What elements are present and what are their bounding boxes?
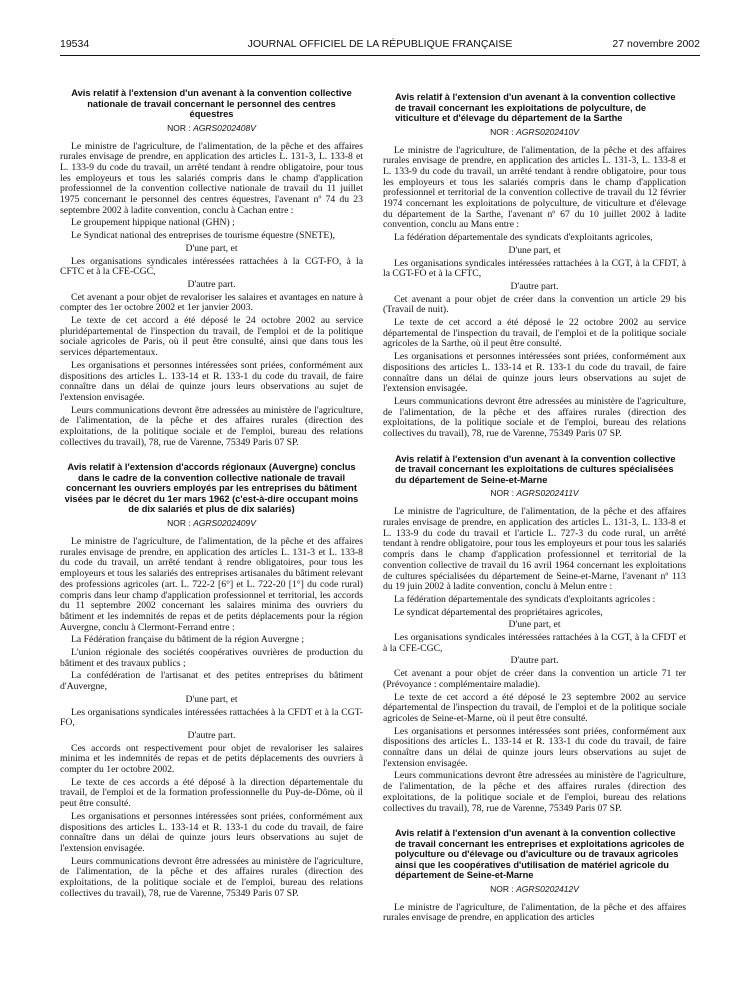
- notice-paragraph: D'une part, et: [185, 242, 238, 254]
- section-gap: [383, 816, 686, 828]
- nor-reference: [383, 488, 686, 498]
- notice-paragraph: Le texte de ces accords a été déposé à la direction départementale du travail, de l'emploi et de la formation professionnelle du Puy-de-Dôme, où il peut être consulté.: [60, 776, 363, 810]
- issue-date: 27 novembre 2002: [612, 38, 700, 50]
- notice-paragraph: Le texte de cet accord a été déposé le 22 octobre 2002 au service départemental de l'inspection du travail, de l'emploi et de la politique sociale agricoles de la Sarthe, où il peut être consulté.: [383, 317, 686, 350]
- notice-paragraph: Le ministre de l'agriculture, de l'alimentation, de la pêche et des affaires rurales envisage de prendre, en application des articles L. 131-3 et L. 133-8 du code du travail, un arrêté tendant à rendre obligatoires, pour tous les employeurs et tous les salariés des entreprises artisanales du bâtiment relevant des professions agricoles (art. L. 722-2 [6°] et L. 722-20 [1°] du code rural) compris dans leur champ d'application professionnel et territorial, les accords du 11 septembre 2002 concernant les salaires minima des ouvriers du bâtiment et les indemnités de repas et de petits déplacements pour la région Auvergne, conclu à Clermont-Ferrand entre :: [60, 535, 363, 633]
- notice-paragraph: Les organisations et personnes intéressées sont priées, conformément aux dispositions des articles L. 133-14 et R. 133-1 du code du travail, de faire connaître dans un délai de quinze jours leurs observations au sujet de l'extension envisagée.: [60, 359, 363, 403]
- notice-title: Avis relatif à l'extension d'un avenant à la convention collective de travail concernant les entreprises et exploitations agricoles de polyculture ou d'élevage ou d'aviculture ou de travaux agricoles ainsi que les coopératives d'utilisation de matériel agricole du département de Seine-et-Marne: [395, 828, 685, 881]
- notice-paragraph: L'union régionale des sociétés coopératives ouvrières de production du bâtiment et des travaux publics ;: [60, 647, 363, 669]
- nor-code: AGRS0202409V: [193, 517, 256, 528]
- notice-paragraph: Le ministre de l'agriculture, de l'alimentation, de la pêche et des affaires rurales envisage de prendre, en application des articles L. 131-3, L. 133-8 et L. 133-9 du code du travail et l'article L. 727-3 du code rural, un arrêté tendant à rendre obligatoire, pour tous les employeurs et pour tous les salariés compris dans le champ d'application professionnel et territorial de la convention collective de travail du 16 avril 1964 concernant les exploitations de cultures spécialisées du département de Seine-et-Marne, l'avenant nº 113 du 19 juin 2002 à ladite convention, conclu à Melun entre :: [383, 506, 686, 593]
- notice-paragraph: Leurs communications devront être adressées au ministère de l'agriculture, de l'alimentation, de la pêche et des affaires rurales (direction des exploitations, de la politique sociale et de l'emploi, bureau des relations collectives du travail), 78, rue de Varenne, 75349 Paris 07 SP.: [383, 395, 686, 440]
- section-gap: [60, 450, 363, 462]
- nor-label: NOR :: [167, 122, 194, 133]
- page-number: 19534: [60, 38, 90, 50]
- section-gap: [383, 442, 686, 454]
- notice-paragraph: Les organisations et personnes intéressées sont priées, conformément aux dispositions des articles L. 133-14 et R. 133-1 du code du travail, de faire connaître dans un délai de quinze jours leurs observations au sujet de l'extension envisagée.: [383, 725, 686, 769]
- left-column: [60, 88, 363, 982]
- notice-paragraph: Le groupement hippique national (GHN) ;: [71, 217, 235, 229]
- notice-section: [60, 450, 363, 899]
- nor-label: NOR :: [167, 517, 194, 528]
- notice-paragraph: Les organisations et personnes intéressées sont priées, conformément aux dispositions des articles L. 133-14 et R. 133-1 du code du travail, de faire connaître dans un délai de quinze jours leurs observations au sujet de l'extension envisagée.: [383, 351, 686, 395]
- notice-paragraph: Le ministre de l'agriculture, de l'alimentation, de la pêche et des affaires rurales envisage de prendre, en application des articles L. 131-3, L. 133-8 et L. 133-9 du code du travail, un arrêté tendant à rendre obligatoire, pour tous les employeurs et tous les salariés compris dans le champ d'application professionnel de la convention collective nationale de travail du 11 juillet 1975 concernant le personnel des centres équestres, l'avenant nº 74 du 23 septembre 2002 à ladite convention, conclu à Cachan entre :: [60, 140, 363, 216]
- notice-paragraph: Cet avenant a pour objet de créer dans la convention un article 29 bis (Travail de nuit).: [383, 293, 686, 316]
- notice-title: Avis relatif à l'extension d'un avenant à la convention collective de travail concernant les exploitations de cultures spécialisées du département de Seine-et-Marne: [395, 453, 676, 485]
- notice-title: Avis relatif à l'extension d'un avenant à la convention collective de travail concernant les exploitations de polyculture, de viticulture et d'élevage du département de la Sarthe: [395, 92, 676, 123]
- notice-paragraph: Les organisations syndicales intéressées rattachées à la CGT, à la CFDT, à la CGT-FO et à la CFTC,: [383, 257, 686, 280]
- page-header: [60, 38, 700, 54]
- notice-paragraph: D'autre part.: [187, 729, 236, 741]
- notice-paragraph: D'une part, et: [185, 693, 238, 705]
- notice-paragraph: Le texte de cet accord a été déposé le 23 septembre 2002 au service départemental de l'inspection du travail, de l'emploi et de la politique sociale agricoles de Seine-et-Marne, où il peut être consulté.: [383, 691, 686, 724]
- notice-paragraph: Les organisations et personnes intéressées sont priées, conformément aux dispositions des articles L. 133-14 et R. 133-1 du code du travail, de faire connaître dans un délai de quinze jours leurs observations au sujet de l'extension envisagée.: [60, 810, 363, 854]
- notice-section: [383, 92, 686, 440]
- notice-paragraph: D'une part, et: [508, 244, 561, 256]
- notice-paragraph: Le ministre de l'agriculture, de l'alimentation, de la pêche et des affaires rurales envisage de prendre, en application des articles L. 131-3, L. 133-8 et L. 133-9 du code du travail, un arrêté tendant à rendre obligatoire, pour tous les employeurs et tous les salariés compris dans le champ d'application professionnel et territorial de la convention collective de travail du 12 février 1974 concernant les exploitations de polyculture, de viticulture et d'élevage du département de la Sarthe, l'avenant nº 67 du 10 juillet 2002 à ladite convention, conclu au Mans entre :: [383, 144, 686, 231]
- nor-code: AGRS0202412V: [516, 883, 579, 894]
- notice-paragraph: D'autre part.: [187, 278, 236, 290]
- nor-reference: [383, 884, 686, 894]
- notice-paragraph: Les organisations syndicales intéressées rattachées à la CFDT et à la CGT-FO,: [60, 706, 363, 729]
- notice-paragraph: Leurs communications devront être adressées au ministère de l'agriculture, de l'alimentation, de la pêche et des affaires rurales (direction des exploitations, de la politique sociale et de l'emploi, bureau des relations collectives du travail), 78, rue de Varenne, 75349 Paris 07 SP.: [60, 855, 363, 899]
- notice-paragraph: Leurs communications devront être adressées au ministère de l'agriculture, de l'alimentation, de la pêche et des affaires rurales (direction des exploitations, de la politique sociale et de l'emploi, bureau des relations collectives du travail), 78, rue de Varenne, 75349 Paris 07 SP.: [383, 770, 686, 814]
- notice-paragraph: Le texte de cet accord a été déposé le 24 octobre 2002 au service pluridépartemental de l'inspection du travail, de l'emploi et de la politique sociale agricoles de Paris, où il peut être consulté, ainsi que dans tous les services départementaux.: [60, 315, 363, 359]
- notice-title: Avis relatif à l'extension d'accords régionaux (Auvergne) conclus dans le cadre de la convention collective nationale de travail concernant les ouvriers employés par les entreprises du bâtiment visées par le décret du 1er mars 1962 (c'est-à-dire occupant moins de dix salariés et plus de dix salariés): [64, 462, 359, 515]
- right-column: [383, 92, 686, 986]
- header-rule: [60, 55, 700, 56]
- notice-paragraph: La fédération départementale des syndicats d'exploitants agricoles :: [394, 593, 656, 605]
- notice-paragraph: Le syndicat départemental des propriétaires agricoles,: [394, 606, 603, 618]
- notice-paragraph: Leurs communications devront être adressées au ministère de l'agriculture, de l'alimentation, de la pêche et des affaires rurales (direction des exploitations, de la politique sociale et de l'emploi, bureau des relations collectives du travail), 78, rue de Varenne, 75349 Paris 07 SP.: [60, 404, 363, 448]
- notice-section: [60, 88, 363, 448]
- nor-label: NOR :: [490, 488, 517, 499]
- journal-title: JOURNAL OFFICIEL DE LA RÉPUBLIQUE FRANÇAISE: [247, 38, 513, 50]
- nor-code: AGRS0202410V: [516, 126, 579, 137]
- notice-paragraph: Cet avenant a pour objet de créer dans la convention un article 71 ter (Prévoyance : complémentaire maladie).: [383, 668, 686, 690]
- notice-section: [383, 442, 686, 814]
- nor-label: NOR :: [490, 126, 517, 137]
- notice-paragraph: Les organisations syndicales intéressées rattachées à la CGT, à la CFDT et à la CFE-CGC,: [383, 632, 686, 654]
- notice-paragraph: D'autre part.: [510, 280, 559, 292]
- notice-paragraph: Cet avenant a pour objet de revaloriser les salaires et avantages en nature à compter des 1er octobre 2002 et 1er janvier 2003.: [60, 291, 363, 314]
- notice-paragraph: Le ministre de l'agriculture, de l'alimentation, de la pêche et des affaires rurales envisage de prendre, en application des articles: [383, 901, 686, 924]
- notice-paragraph: Les organisations syndicales intéressées rattachées à la CGT-FO, à la CFTC et à la CFE-CGC,: [60, 255, 363, 278]
- notice-paragraph: La fédération départementale des syndicats d'exploitants agricoles,: [394, 232, 653, 244]
- notice-paragraph: Le Syndicat national des entreprises de tourisme équestre (SNETE),: [71, 230, 335, 242]
- nor-code: AGRS0202411V: [516, 488, 579, 499]
- nor-reference: [383, 127, 686, 137]
- notice-paragraph: Ces accords ont respectivement pour objet de revaloriser les salaires minima et les indemnités de repas et de petits déplacements des ouvriers à compter du 1er octobre 2002.: [60, 742, 363, 776]
- notice-paragraph: D'une part, et: [508, 619, 561, 631]
- nor-reference: [60, 123, 363, 133]
- notice-section: [383, 816, 686, 924]
- notice-paragraph: D'autre part.: [510, 655, 559, 667]
- notice-title: Avis relatif à l'extension d'un avenant à la convention collective nationale de travail concernant le personnel des centres équestres: [71, 88, 352, 119]
- notice-paragraph: La confédération de l'artisanat et des petites entreprises du bâtiment d'Auvergne,: [60, 670, 363, 693]
- nor-label: NOR :: [490, 883, 517, 894]
- notice-paragraph: La Fédération française du bâtiment de la région Auvergne ;: [71, 634, 305, 646]
- nor-code: AGRS0202408V: [193, 122, 256, 133]
- nor-reference: [60, 518, 363, 528]
